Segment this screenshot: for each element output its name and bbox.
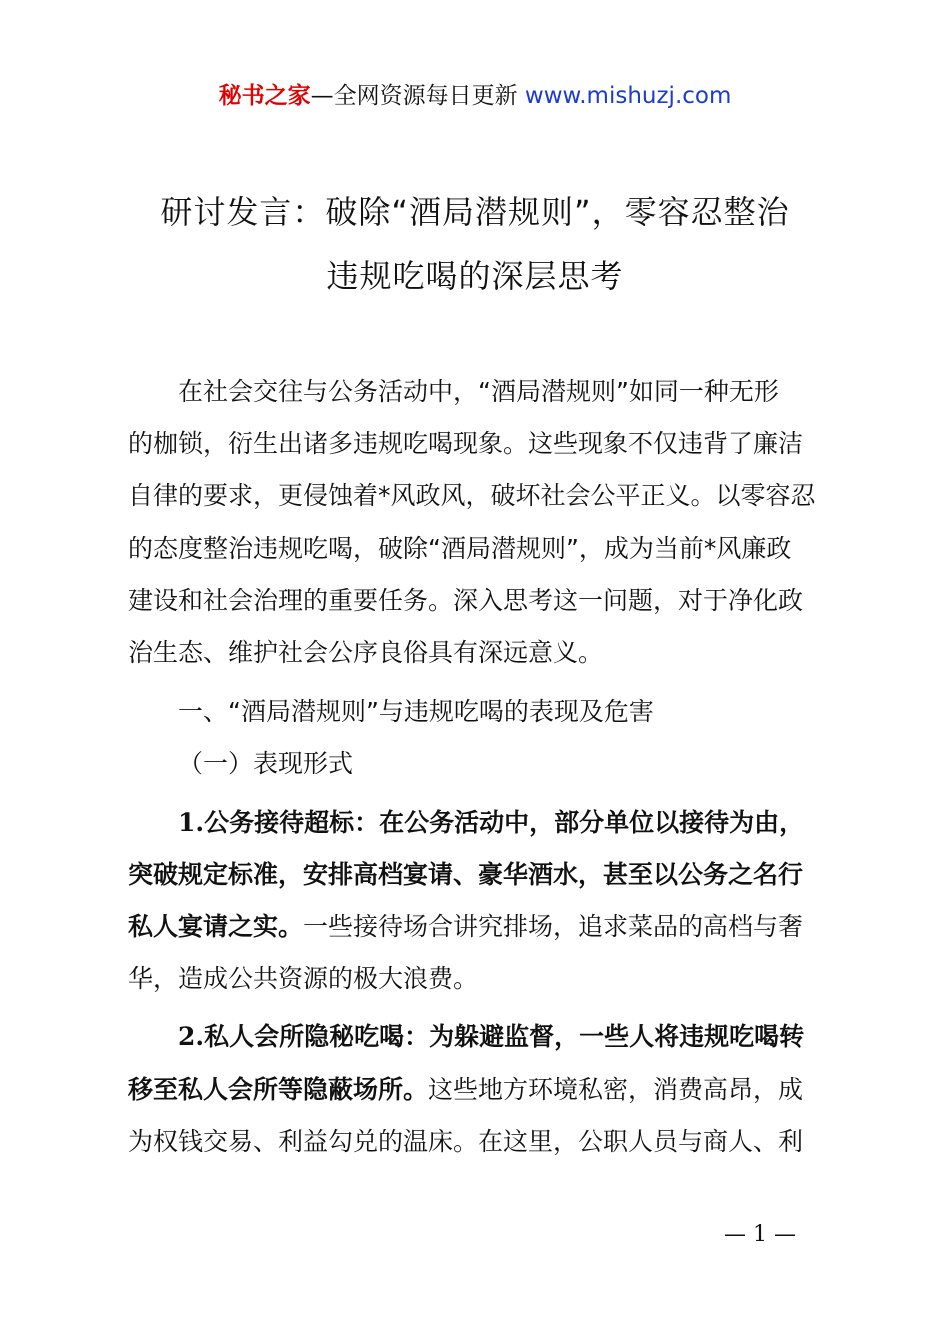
intro-line: 在社会交往与公务活动中，“酒局潜规则”如同一种无形 [178, 377, 779, 406]
item-bold-text: 公务接待超标：在公务活动中，部分单位以接待为由， [204, 807, 805, 837]
subsection-heading: （一）表现形式 [178, 749, 354, 779]
list-item-2 [128, 1011, 838, 1168]
item-number: 1. [178, 807, 205, 837]
page-number: — 1 — [724, 1222, 796, 1247]
document-title [100, 180, 850, 308]
item-text: 这些地方环境私密，消费高昂，成 [428, 1074, 804, 1104]
intro-paragraph [128, 366, 838, 679]
intro-line: 建设和社会治理的重要任务。深入思考这一问题，对于净化政 [128, 585, 804, 615]
site-header [0, 80, 950, 112]
title-line-1: 研讨发言：破除“酒局潜规则”，零容忍整治 [160, 193, 790, 231]
site-tagline: —全网资源每日更新 [310, 83, 518, 109]
intro-line: 的枷锁，衍生出诸多违规吃喝现象。这些现象不仅违背了廉洁 [128, 429, 804, 459]
item-bold-text: 私人会所隐秘吃喝：为躲避监督，一些人将违规吃喝转 [204, 1022, 805, 1052]
site-url-link[interactable]: www.mishuzj.com [524, 83, 732, 109]
item-bold-text: 突破规定标准，安排高档宴请、豪华酒水，甚至以公务之名行 [128, 859, 804, 889]
item-number: 2. [178, 1022, 205, 1052]
intro-line: 的态度整治违规吃喝，破除“酒局潜规则”，成为当前*风廉政 [128, 533, 792, 563]
item-text: 为权钱交易、利益勾兑的温床。在这里，公职人员与商人、利 [128, 1126, 804, 1156]
list-item-1 [128, 797, 838, 1006]
item-text: 一些接待场合讲究排场，追求菜品的高档与奢 [303, 912, 804, 942]
title-line-2: 违规吃喝的深层思考 [326, 257, 624, 295]
document-body [128, 366, 838, 1168]
item-bold-text: 私人宴请之实。 [128, 912, 304, 942]
item-text: 华，造成公共资源的极大浪费。 [128, 964, 479, 994]
intro-line: 自律的要求，更侵蚀着*风政风，破坏社会公平正义。以零容忍 [128, 481, 816, 511]
intro-line: 治生态、维护社会公序良俗具有深远意义。 [128, 638, 604, 668]
item-bold-text: 移至私人会所等隐蔽场所。 [128, 1074, 429, 1104]
section-heading: 一、“酒局潜规则”与违规吃喝的表现及危害 [178, 697, 654, 727]
site-brand: 秘书之家 [218, 83, 311, 109]
